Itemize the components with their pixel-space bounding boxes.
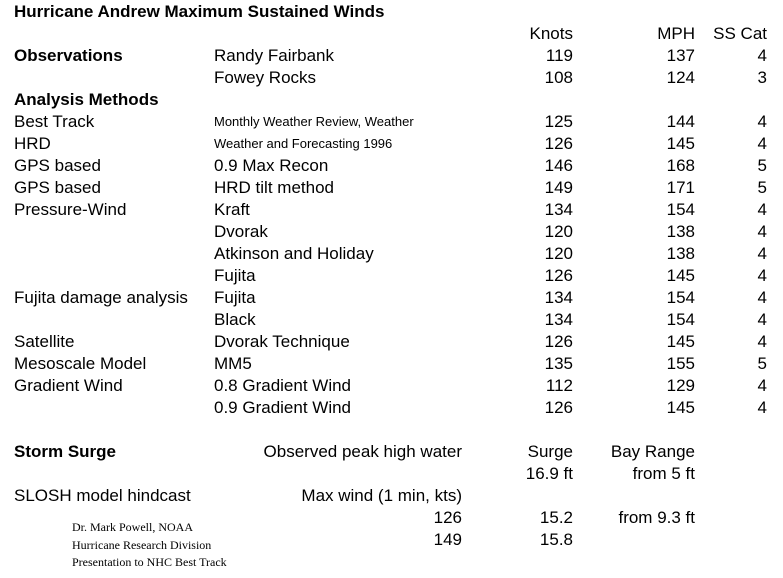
slosh-wind-cell: 149 [433,530,462,549]
mph-cell: 154 [666,288,695,307]
method-cell: Satellite [14,332,75,351]
mph-cell: 154 [666,200,695,219]
knots-cell: 126 [544,266,573,285]
source-cell: MM5 [214,354,252,373]
knots-cell: 146 [544,156,573,175]
source-cell: Black [214,310,256,329]
slosh-surge-cell: 15.2 [539,508,573,527]
mph-cell: 155 [666,354,695,373]
slide-title: Hurricane Andrew Maximum Sustained Winds [14,2,385,21]
observed-bay-range: from 5 ft [632,464,695,483]
knots-cell: 134 [544,310,573,329]
mph-cell: 129 [666,376,695,395]
mph-cell: 145 [666,398,695,417]
source-cell: Dvorak [214,222,268,241]
source-cell: Fujita [214,266,256,285]
knots-cell: 134 [544,288,573,307]
knots-cell: 112 [545,376,573,395]
method-cell: Gradient Wind [14,376,123,395]
knots-cell: 126 [544,134,573,153]
method-cell: Mesoscale Model [14,354,147,373]
knots-cell: 119 [545,46,573,65]
method-cell: Fujita damage analysis [14,288,188,307]
cat-cell: 4 [757,398,767,417]
mph-cell: 145 [666,266,695,285]
cat-cell: 4 [757,134,767,153]
slosh-label: SLOSH model hindcast [14,486,191,505]
knots-cell: 125 [544,112,573,131]
source-cell: Fujita [214,288,256,307]
credit-line-1: Dr. Mark Powell, NOAA [72,520,193,534]
cat-cell: 5 [757,178,767,197]
source-cell: HRD tilt method [214,178,334,197]
knots-cell: 126 [544,332,573,351]
mph-cell: 124 [666,68,695,87]
cat-cell: 4 [757,112,767,131]
source-cell: Weather and Forecasting 1996 [214,136,393,151]
mph-cell: 138 [666,244,695,263]
observed-peak-label: Observed peak high water [263,442,462,461]
credit-line-3: Presentation to NHC Best Track [72,555,227,569]
knots-cell: 135 [544,354,573,373]
cat-cell: 4 [757,244,767,263]
mph-cell: 145 [666,332,695,351]
method-cell: Pressure-Wind [14,200,127,219]
method-cell: Best Track [14,112,95,131]
slosh-range-cell: from 9.3 ft [618,508,695,527]
cat-cell: 4 [757,200,767,219]
source-cell: Kraft [214,200,250,219]
cat-cell: 4 [757,266,767,285]
cat-cell: 5 [757,354,767,373]
credit-line-2: Hurricane Research Division [72,538,212,552]
source-cell: Monthly Weather Review, Weather [214,114,414,129]
method-cell: HRD [14,134,51,153]
cat-cell: 4 [757,310,767,329]
header-mph: MPH [657,24,695,43]
storm-surge-heading: Storm Surge [14,442,117,461]
slosh-surge-cell: 15.8 [539,530,573,549]
source-cell: 0.8 Gradient Wind [214,376,352,395]
source-cell: 0.9 Max Recon [214,156,329,175]
header-knots: Knots [529,24,573,43]
cat-cell: 4 [757,332,767,351]
method-cell: GPS based [14,178,101,197]
knots-cell: 134 [544,200,573,219]
cat-cell: 4 [757,288,767,307]
cat-cell: 4 [757,46,767,65]
mph-cell: 138 [666,222,695,241]
source-cell: Fowey Rocks [214,68,317,87]
knots-cell: 120 [544,244,573,263]
header-ss-cat: SS Cat [713,24,767,43]
mph-cell: 144 [666,112,695,131]
cat-cell: 4 [757,376,767,395]
cat-cell: 4 [757,222,767,241]
method-cell: GPS based [14,156,101,175]
knots-cell: 120 [544,222,573,241]
source-cell: 0.9 Gradient Wind [214,398,352,417]
knots-cell: 149 [544,178,573,197]
knots-cell: 126 [544,398,573,417]
mph-cell: 168 [666,156,695,175]
slosh-wind-cell: 126 [433,508,462,527]
observed-surge-value: 16.9 ft [525,464,573,483]
mph-cell: 137 [666,46,695,65]
mph-cell: 145 [666,134,695,153]
analysis-heading: Analysis Methods [14,90,159,109]
observations-heading: Observations [14,46,123,65]
cat-cell: 5 [757,156,767,175]
bay-range-header: Bay Range [610,442,695,461]
mph-cell: 171 [666,178,695,197]
source-cell: Atkinson and Holiday [214,244,374,263]
source-cell: Dvorak Technique [214,332,350,351]
cat-cell: 3 [757,68,767,87]
knots-cell: 108 [544,68,573,87]
mph-cell: 154 [666,310,695,329]
source-cell: Randy Fairbank [214,46,335,65]
max-wind-label: Max wind (1 min, kts) [301,486,462,505]
surge-header: Surge [527,442,573,461]
